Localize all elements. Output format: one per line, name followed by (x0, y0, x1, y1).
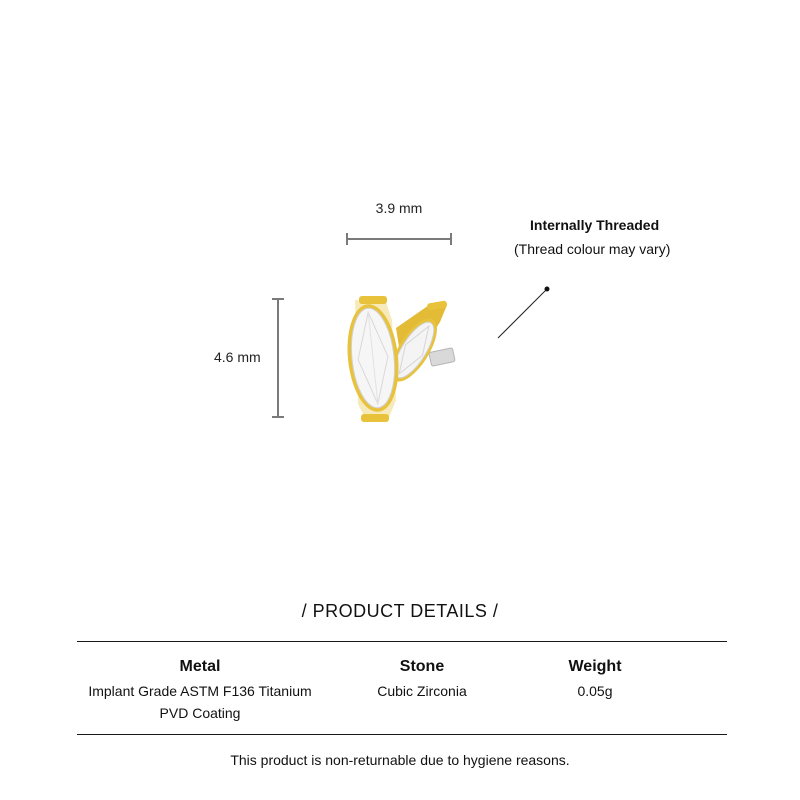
callout-subtitle: (Thread colour may vary) (514, 241, 671, 257)
stone-label: Stone (399, 658, 445, 675)
details-bottom-divider (77, 734, 727, 735)
weight-label: Weight (568, 658, 622, 675)
product-details-heading: / PRODUCT DETAILS / (301, 601, 499, 621)
details-top-divider (77, 641, 727, 642)
stone-column (322, 656, 522, 702)
width-dimension-label: 3.9 mm (375, 200, 423, 216)
callout-pointer (498, 287, 550, 339)
weight-value: 0.05g (577, 683, 613, 699)
width-dimension-line (347, 233, 451, 245)
height-dimension-line (272, 299, 284, 417)
metal-value-line2: PVD Coating (159, 705, 241, 721)
stud-earring-image (342, 296, 455, 422)
callout-title: Internally Threaded (530, 217, 660, 233)
thread-post (429, 348, 455, 367)
stone-value: Cubic Zirconia (377, 683, 467, 699)
weight-column (495, 656, 695, 702)
metal-value-line1: Implant Grade ASTM F136 Titanium (88, 683, 312, 699)
hygiene-return-note: This product is non-returnable due to hygiene reasons. (230, 752, 570, 768)
metal-column (70, 656, 330, 724)
height-dimension-label: 4.6 mm (214, 349, 261, 365)
metal-label: Metal (179, 658, 221, 675)
